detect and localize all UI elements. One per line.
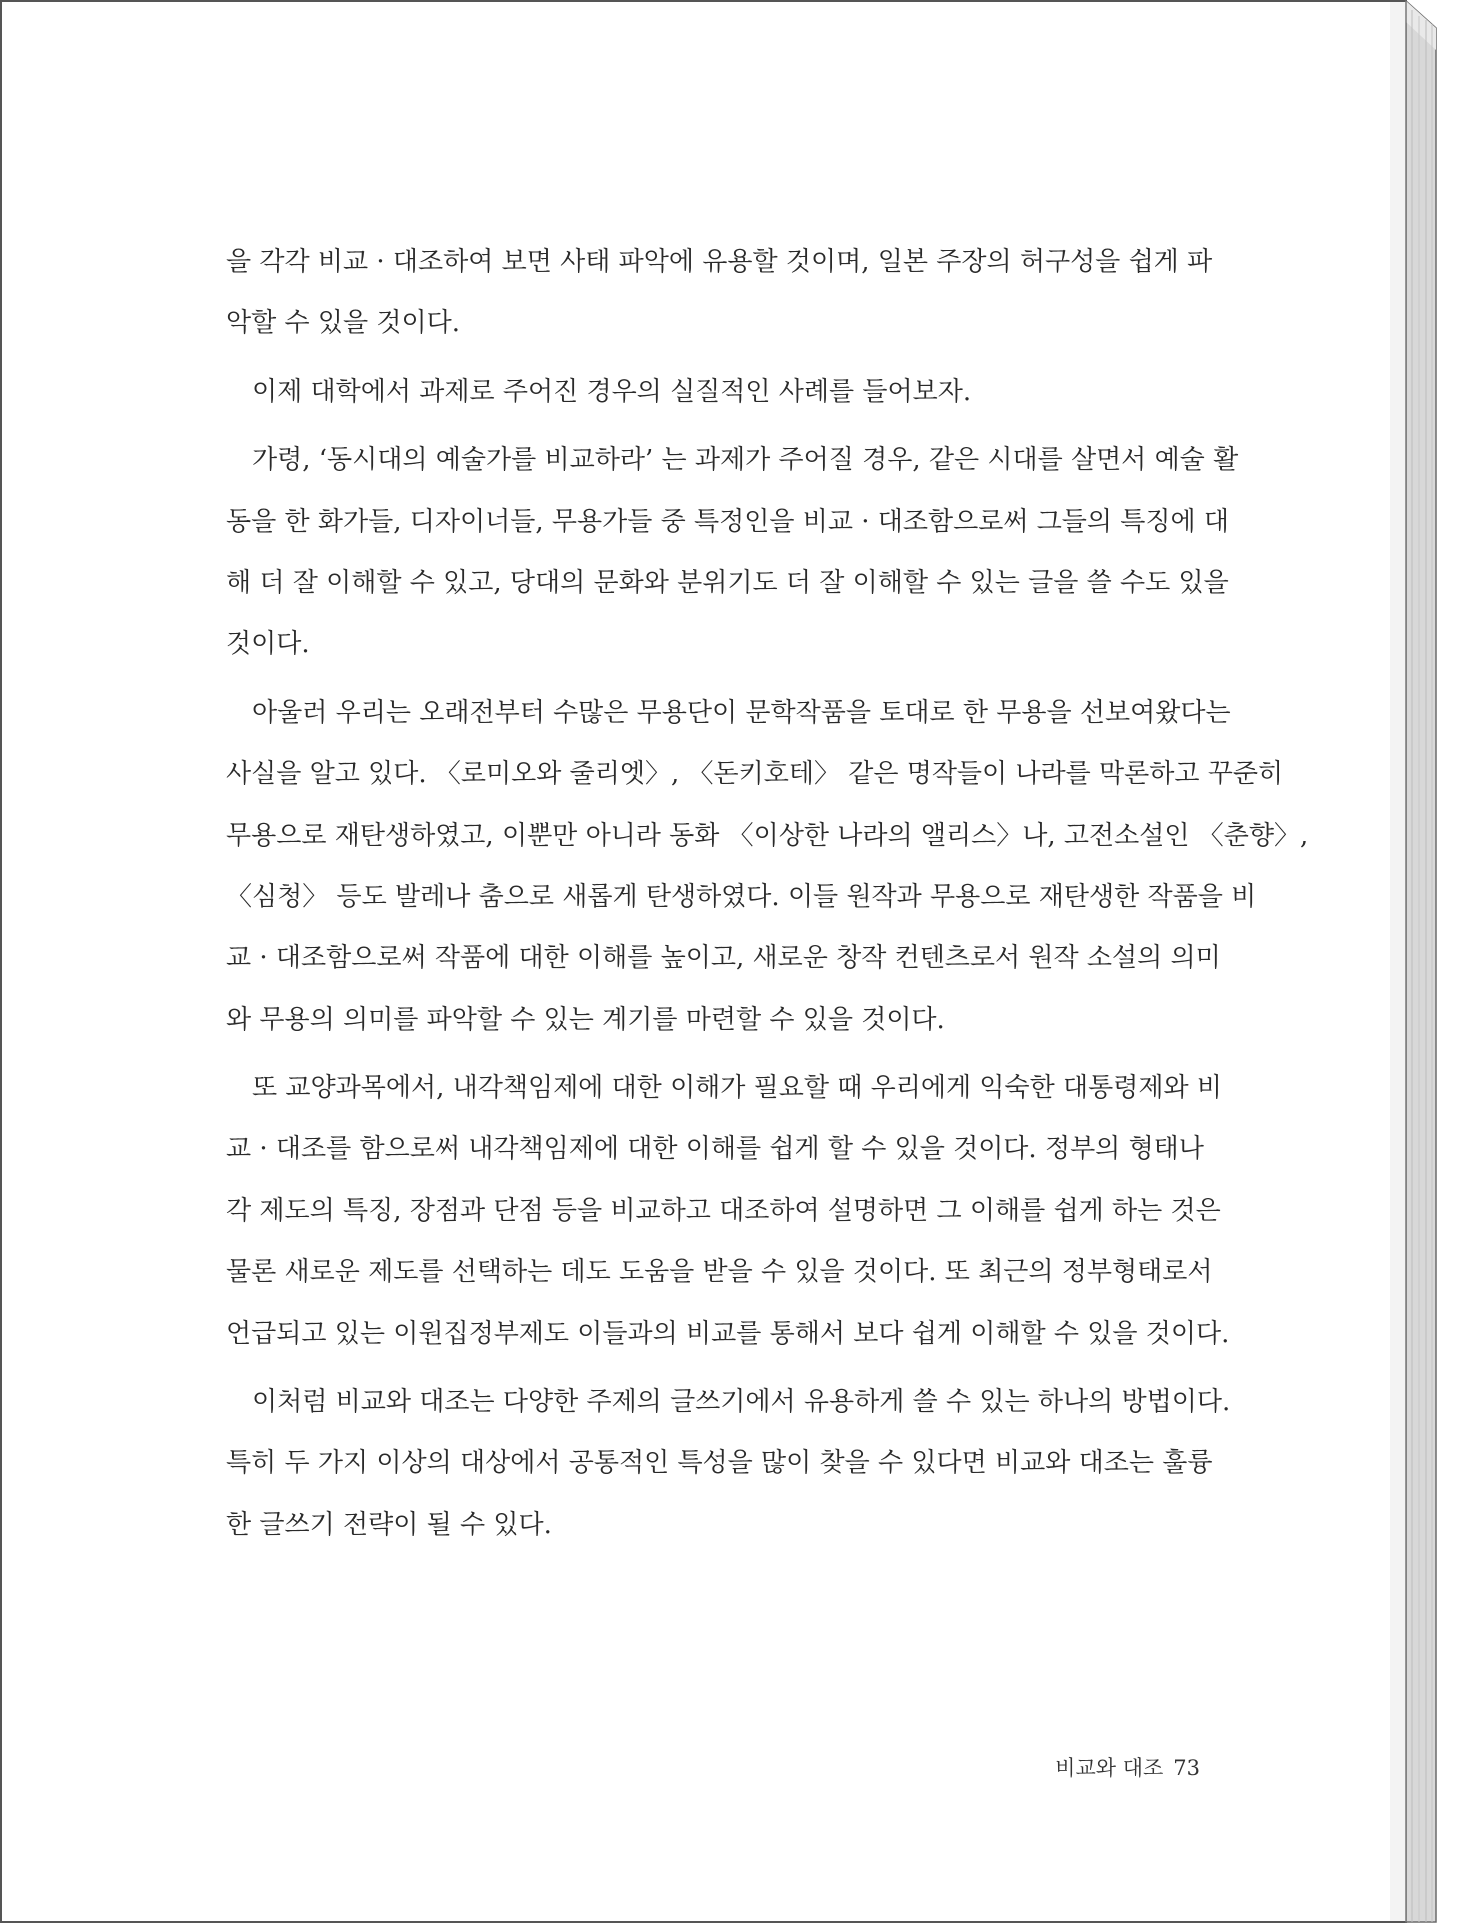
text-line: 교 · 대조함으로써 작품에 대한 이해를 높이고, 새로운 창작 컨텐츠로서 원작 소설의 의미 [226,943,1221,974]
text-line: 악할 수 있을 것이다. [226,308,460,339]
text-line: 물론 새로운 제도를 선택하는 데도 도움을 받을 수 있을 것이다. 또 최근의 정부형태로서 [226,1257,1213,1288]
text-line: 또 교양과목에서, 내각책임제에 대한 이해가 필요할 때 우리에게 익숙한 대통령제와 비 [252,1073,1222,1104]
page-number: 73 [1173,1756,1200,1780]
page-footer [1000,1752,1200,1782]
text-line: 와 무용의 의미를 파악할 수 있는 계기를 마련할 수 있을 것이다. [226,1004,945,1035]
text-line: 것이다. [226,629,310,660]
text-line: 아울러 우리는 오래전부터 수많은 무용단이 문학작품을 토대로 한 무용을 선보여왔다는 [252,697,1231,728]
text-line: 한 글쓰기 전략이 될 수 있다. [226,1509,552,1540]
text-line: 각 제도의 특징, 장점과 단점 등을 비교하고 대조하여 설명하면 그 이해를 쉽게 하는 것은 [226,1195,1221,1226]
body-text [226,232,1309,1556]
text-line: 이처럼 비교와 대조는 다양한 주제의 글쓰기에서 유용하게 쓸 수 있는 하나의 방법이다. [252,1387,1231,1418]
text-line: 언급되고 있는 이원집정부제도 이들과의 비교를 통해서 보다 쉽게 이해할 수 있을 것이다. [226,1318,1230,1349]
text-line: 가령, ‘동시대의 예술가를 비교하라’ 는 과제가 주어질 경우, 같은 시대를 살면서 예술 활 [252,445,1239,476]
text-line: 특히 두 가지 이상의 대상에서 공통적인 특성을 많이 찾을 수 있다면 비교와 대조는 훌륭 [226,1448,1213,1479]
text-line: 해 더 잘 이해할 수 있고, 당대의 문화와 분위기도 더 잘 이해할 수 있는 글을 쓸 수도 있을 [226,567,1229,598]
text-line: 을 각각 비교 · 대조하여 보면 사태 파악에 유용할 것이며, 일본 주장의 허구성을 쉽게 파 [226,247,1213,277]
text-line: 무용으로 재탄생하였고, 이뿐만 아니라 동화 〈이상한 나라의 앨리스〉나, 고전소설인 〈춘향〉, [226,820,1309,851]
text-line: 〈심청〉 등도 발레나 춤으로 새롭게 탄생하였다. 이들 원작과 무용으로 재탄생한 작품을 비 [226,881,1257,912]
text-line: 동을 한 화가들, 디자이너들, 무용가들 중 특정인을 비교 · 대조함으로써 그들의 특징에 대 [226,506,1230,537]
text-line: 교 · 대조를 함으로써 내각책임제에 대한 이해를 쉽게 할 수 있을 것이다. 정부의 형태나 [226,1134,1204,1165]
text-line: 사실을 알고 있다. 〈로미오와 줄리엣〉, 〈돈키호테〉 같은 명작들이 나라를 막론하고 꾸준히 [226,759,1284,790]
running-title: 비교와 대조 [1055,1756,1164,1780]
text-line: 이제 대학에서 과제로 주어진 경우의 실질적인 사례를 들어보자. [252,376,972,407]
